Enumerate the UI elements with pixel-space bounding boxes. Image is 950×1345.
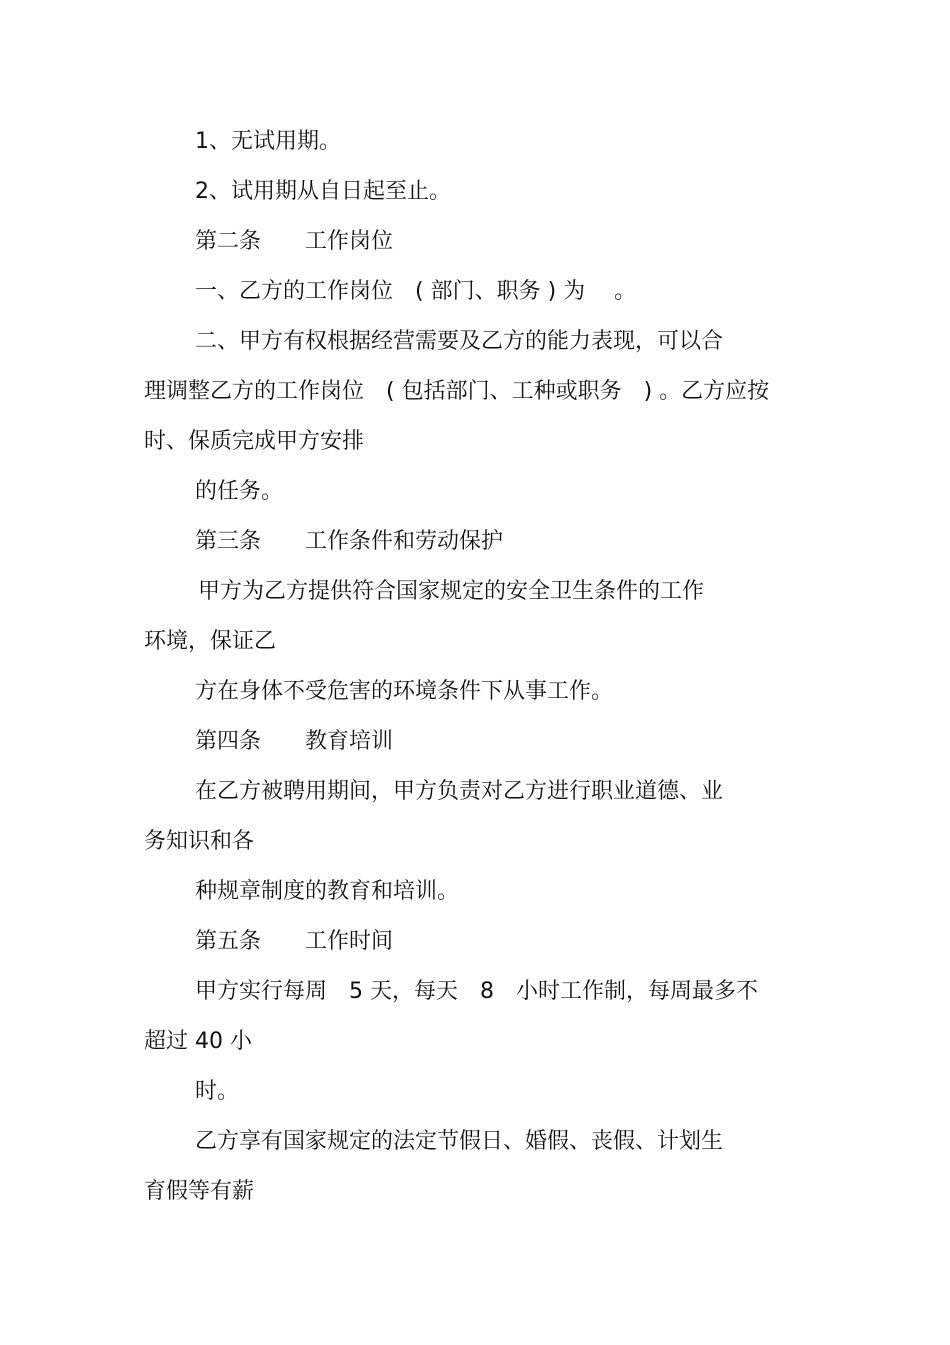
article-5-leave-line-2: 育假等有薪 [144, 1179, 255, 1204]
article-4-text-line-1: 在乙方被聘用期间，甲方负责对乙方进行职业道德、业 [195, 779, 724, 804]
article-5-text-line-2: 超过 40 小 [144, 1029, 252, 1054]
article-3-heading: 第三条 工作条件和劳动保护 [195, 529, 504, 554]
article-3-text-line-1: 甲方为乙方提供符合国家规定的安全卫生条件的工作 [198, 579, 705, 604]
article-3-text-line-2: 环境，保证乙 [144, 629, 277, 654]
article-2-clause-1: 一、乙方的工作岗位 ( 部门、职务 ) 为 。 [195, 279, 637, 304]
article-4-text-line-2: 务知识和各 [144, 829, 255, 854]
article-2-heading: 第二条 工作岗位 [195, 229, 394, 254]
article-4-text-line-3: 种规章制度的教育和培训。 [195, 879, 460, 904]
article-3-text-line-3: 方在身体不受危害的环境条件下从事工作。 [195, 679, 614, 704]
article-2-clause-2-line-2: 理调整乙方的工作岗位 ( 包括部门、工种或职务 ) 。乙方应按 [144, 379, 770, 404]
article-2-clause-2-line-4: 的任务。 [195, 479, 284, 504]
probation-option-2: 2、试用期从自日起至止。 [195, 179, 451, 204]
probation-option-1: 1、无试用期。 [195, 129, 341, 154]
article-5-heading: 第五条 工作时间 [195, 929, 394, 954]
article-2-clause-2-line-3: 时、保质完成甲方安排 [144, 429, 365, 454]
article-5-text-line-3: 时。 [195, 1079, 240, 1104]
document-body [0, 117, 950, 1217]
article-5-leave-line-1: 乙方享有国家规定的法定节假日、婚假、丧假、计划生 [195, 1129, 724, 1154]
article-2-clause-2-line-1: 二、甲方有权根据经营需要及乙方的能力表现，可以合 [195, 329, 724, 354]
article-5-text-line-1: 甲方实行每周 5 天，每天 8 小时工作制，每周最多不 [195, 979, 758, 1004]
article-4-heading: 第四条 教育培训 [195, 729, 394, 754]
